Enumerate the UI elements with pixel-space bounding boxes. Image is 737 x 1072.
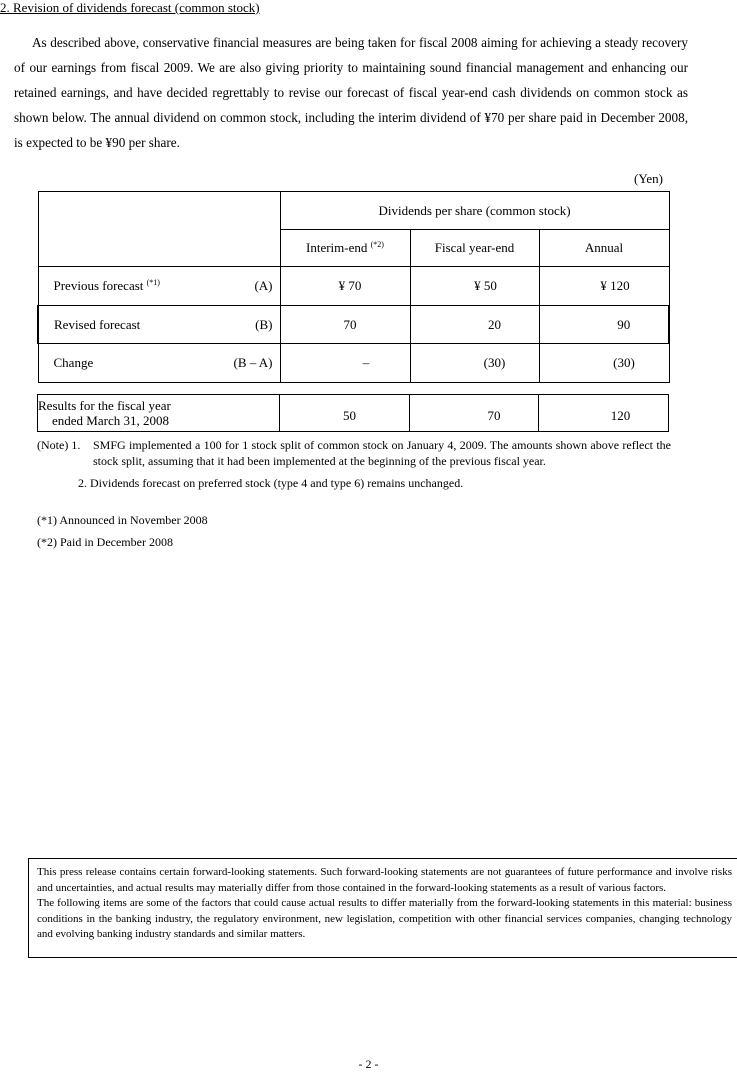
cell-value: 20	[488, 316, 501, 332]
cell-value: 70	[487, 408, 501, 423]
page-number: - 2 -	[358, 1057, 379, 1071]
note-2: 2. Dividends forecast on preferred stock (type 4 and type 6) remains unchanged.	[78, 476, 464, 490]
table-row-revised: Revised forecast (B) 70 20 90	[38, 306, 669, 344]
unit-label: (Yen)	[633, 171, 663, 186]
note-prefix: (Note) 1.	[37, 438, 81, 452]
dividends-table	[37, 191, 670, 383]
cell-value: 70	[343, 316, 357, 332]
table-row-previous: Previous forecast $^{(*1)}$ (A) ¥ 70 ¥ 50 ¥ 120	[38, 267, 669, 306]
cell-value: (30)	[483, 355, 506, 370]
cell-value: ¥ 120	[600, 278, 630, 293]
cell-value: 90	[617, 316, 631, 332]
cell-value: (30)	[613, 355, 635, 370]
disclaimer-box	[28, 858, 737, 958]
table-corner-cell	[38, 192, 280, 267]
column-header: Interim-end $^{(*2)}$	[280, 230, 410, 267]
notes	[37, 437, 671, 491]
group-header: Dividends per share (common stock)	[280, 192, 669, 230]
section-heading: 2. Revision of dividends forecast (common stock)	[0, 0, 260, 15]
cell-value: ¥ 70	[338, 278, 362, 293]
disclaimer-paragraph: This press release contains certain forward-looking statements. Such forward-looking statements are not guarantees of future performance and involve risks and uncertainties, and actual results may materially differ from those contained in the forward-looking statements as a result of various factors.	[37, 866, 732, 894]
cell-value: ¥ 50	[474, 278, 497, 293]
table-row-change: Change (B – A) – (30) (30)	[38, 344, 669, 383]
disclaimer-paragraph: The following items are some of the factors that could cause actual results to differ materially from the forward-looking statements in this material: business conditions in the banking industry, the regulatory environment, new legislation, competition with other financial services companies, changing technology and evolving banking industry standards and similar matters.	[37, 897, 732, 940]
cell-value: –	[362, 355, 370, 370]
results-table	[37, 394, 669, 432]
table-row-results: Results for the fiscal year ended March 31, 2008 50 70 120	[38, 395, 669, 432]
column-header: Fiscal year-end	[410, 230, 539, 267]
column-header: Annual	[539, 230, 669, 267]
note-1: SMFG implemented a 100 for 1 stock split of common stock on January 4, 2009. The amounts shown above reflect the stock split, assuming that it had been implemented at the beginning of the previous fiscal year.	[93, 438, 671, 468]
footnote-2: (*2) Paid in December 2008	[37, 535, 173, 549]
intro-paragraph: As described above, conservative financial measures are being taken for fiscal 2008 aiming for achieving a steady recovery of our earnings from fiscal 2009. We are also giving priority to maintaining sound financial management and enhancing our retained earnings, and have decided regrettably to revise our forecast of fiscal year-end cash dividends on common stock as shown below. The annual dividend on common stock, including the interim dividend of ¥70 per share paid in December 2008, is expected to be ¥90 per share.	[14, 35, 688, 150]
footnote-1: (*1) Announced in November 2008	[37, 513, 208, 527]
cell-value: 50	[343, 408, 356, 423]
cell-value: 120	[610, 408, 631, 423]
